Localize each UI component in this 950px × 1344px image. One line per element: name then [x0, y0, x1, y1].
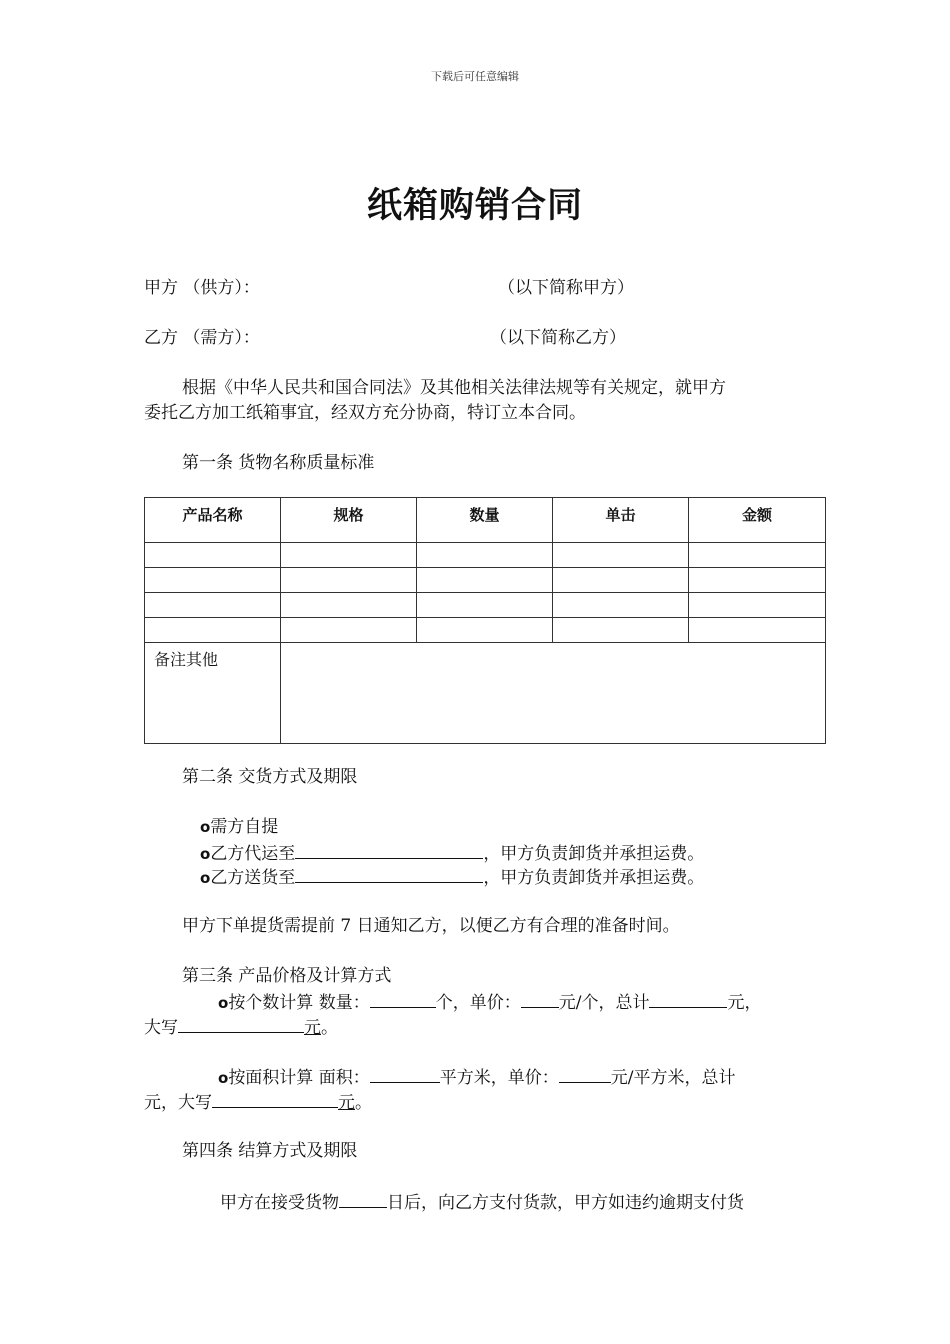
col-header-product-name: 产品名称 — [145, 498, 281, 543]
table-cell[interactable] — [689, 543, 826, 568]
option-suffix: ，甲方负责卸货并承担运费。 — [483, 844, 705, 864]
note-label: 备注其他 — [145, 643, 281, 744]
total-blank[interactable] — [649, 989, 727, 1008]
intro-line-2: 委托乙方加工纸箱事宜，经双方充分协商，特订立本合同。 — [144, 403, 586, 423]
radio-circle-icon[interactable]: o — [200, 869, 211, 887]
capital-amount-blank[interactable] — [178, 1014, 304, 1033]
unit-price-blank[interactable] — [521, 989, 559, 1008]
col-header-quantity: 数量 — [417, 498, 553, 543]
capital-yuan: 元 — [304, 1018, 321, 1038]
radio-circle-icon[interactable]: o — [200, 845, 211, 863]
price-by-count[interactable] — [218, 989, 761, 1015]
document-title: 纸箱购销合同 — [366, 186, 583, 226]
table-cell[interactable] — [145, 568, 281, 593]
table-cell[interactable] — [145, 618, 281, 643]
col-header-spec: 规格 — [281, 498, 417, 543]
table-row — [145, 618, 826, 643]
radio-circle-icon[interactable]: o — [218, 994, 229, 1012]
intro-line-1: 根据《中华人民共和国合同法》及其他相关法律法规等有关规定，就甲方 — [182, 378, 726, 398]
party-a-alias: （以下简称甲方） — [498, 278, 634, 298]
payment-terms — [220, 1189, 744, 1215]
table-header-row — [145, 498, 826, 543]
table-cell[interactable] — [553, 593, 689, 618]
table-note-row — [145, 643, 826, 744]
capital-amount-blank[interactable] — [212, 1089, 338, 1108]
table-cell[interactable] — [281, 543, 417, 568]
table-cell[interactable] — [145, 543, 281, 568]
table-row — [145, 593, 826, 618]
article-2-heading: 第二条 交货方式及期限 — [182, 767, 358, 787]
count-label: 按个数计算 数量： — [228, 993, 370, 1013]
delivery-option-shipping[interactable] — [200, 840, 704, 866]
period: 。 — [321, 1018, 338, 1038]
count-unit-price-label: 个，单价： — [435, 993, 521, 1013]
area-blank[interactable] — [370, 1064, 440, 1083]
radio-circle-icon[interactable]: o — [200, 818, 211, 836]
party-b-alias: （以下简称乙方） — [490, 328, 626, 348]
price-by-count-capital — [144, 1014, 338, 1040]
area-unit-price-label: 平方米，单价： — [439, 1068, 559, 1088]
area-label: 按面积计算 面积： — [228, 1068, 370, 1088]
table-cell[interactable] — [553, 568, 689, 593]
delivery-option-delivery[interactable] — [200, 864, 704, 890]
table-cell[interactable] — [417, 593, 553, 618]
table-cell[interactable] — [417, 543, 553, 568]
delivery-option-self-pickup[interactable] — [200, 815, 278, 839]
destination-blank[interactable] — [295, 840, 483, 859]
table-cell[interactable] — [553, 543, 689, 568]
article-4-heading: 第四条 结算方式及期限 — [182, 1141, 358, 1161]
col-header-unit: 单击 — [553, 498, 689, 543]
capital-yuan: 元 — [338, 1093, 355, 1113]
days-blank[interactable] — [339, 1189, 387, 1208]
goods-table — [144, 497, 826, 744]
party-b-label: 乙方 （需方）： — [144, 328, 260, 348]
payment-terms-rest: 日后，向乙方支付货款，甲方如违约逾期支付货 — [387, 1193, 744, 1213]
table-row — [145, 568, 826, 593]
table-cell[interactable] — [281, 568, 417, 593]
count-total-label: 元/个，总计 — [558, 993, 650, 1013]
destination-blank[interactable] — [295, 864, 483, 883]
price-by-area[interactable] — [218, 1064, 735, 1090]
option-suffix: ，甲方负责卸货并承担运费。 — [483, 868, 705, 888]
header-note: 下载后可任意编辑 — [431, 70, 519, 83]
table-cell[interactable] — [145, 593, 281, 618]
radio-circle-icon[interactable]: o — [218, 1069, 229, 1087]
table-cell[interactable] — [281, 618, 417, 643]
table-cell[interactable] — [689, 593, 826, 618]
price-by-area-capital — [144, 1089, 372, 1115]
payment-terms-start: 甲方在接受货物 — [220, 1193, 339, 1213]
table-cell[interactable] — [553, 618, 689, 643]
table-cell[interactable] — [689, 618, 826, 643]
table-row — [145, 543, 826, 568]
count-yuan: 元， — [727, 993, 762, 1013]
article-1-heading: 第一条 货物名称质量标准 — [182, 453, 375, 473]
table-cell[interactable] — [417, 568, 553, 593]
option-label: 乙方代运至 — [210, 844, 296, 864]
option-label: 乙方送货至 — [210, 868, 296, 888]
table-cell[interactable] — [417, 618, 553, 643]
capital-label: 大写 — [144, 1018, 178, 1038]
table-cell[interactable] — [689, 568, 826, 593]
article-3-heading: 第三条 产品价格及计算方式 — [182, 966, 392, 986]
option-label: 需方自提 — [210, 817, 279, 837]
col-header-amount: 金额 — [689, 498, 826, 543]
unit-price-blank[interactable] — [559, 1064, 611, 1083]
area-capital-label: 元，大写 — [144, 1093, 212, 1113]
table-cell[interactable] — [281, 593, 417, 618]
party-a-label: 甲方 （供方）： — [144, 278, 260, 298]
period: 。 — [355, 1093, 372, 1113]
area-total-label: 元/平方米，总计 — [610, 1068, 736, 1088]
order-notice: 甲方下单提货需提前 7 日通知乙方，以便乙方有合理的准备时间。 — [182, 916, 680, 936]
quantity-blank[interactable] — [370, 989, 436, 1008]
note-cell[interactable] — [281, 643, 826, 744]
